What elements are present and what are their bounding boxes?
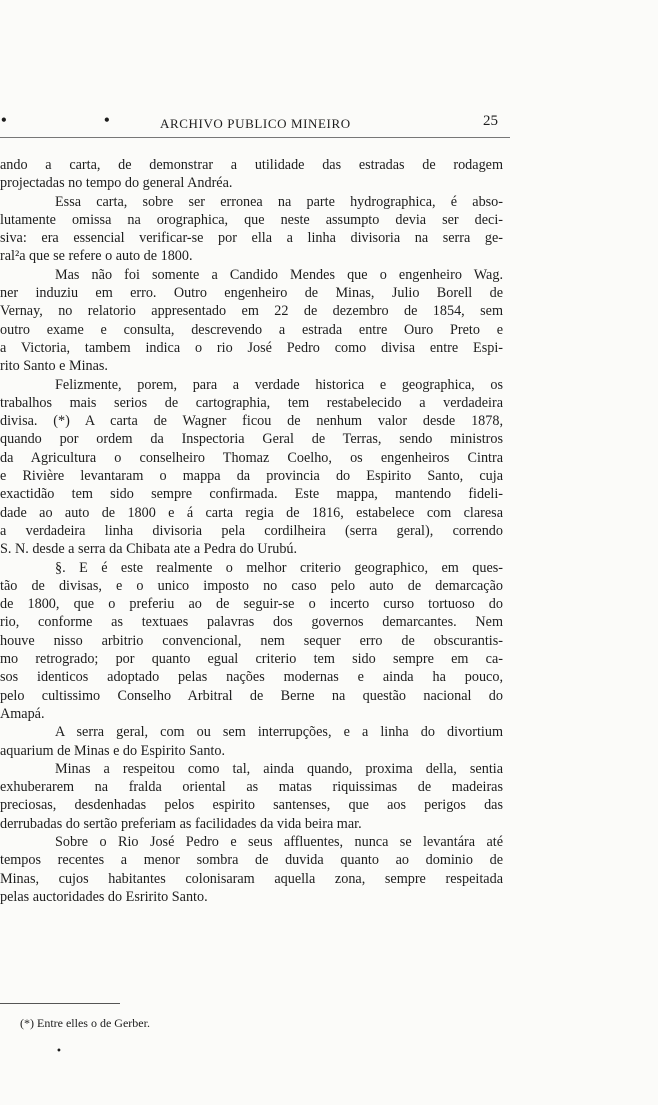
text-line: houve nisso arbitrio convencional, nem sequer erro de obscurantis- xyxy=(0,632,503,649)
text-line: Felizmente, porem, para a verdade historica e geographica, os xyxy=(55,376,503,393)
paragraph xyxy=(0,723,503,760)
text-line: Vernay, no relatorio appresentado em 22 de dezembro de 1854, sem xyxy=(0,303,503,320)
text-line: Sobre o Rio José Pedro e seus affluentes, nunca se levantára até xyxy=(55,833,503,850)
text-line: trabalhos mais serios de cartographia, tem restabelecido a verdadeira xyxy=(0,394,503,411)
paragraph xyxy=(0,760,503,833)
text-line: tempos recentes a menor sombra de duvida quanto ao dominio de xyxy=(0,852,503,869)
text-line: sos identicos adoptado pelas nações modernas e ainda ha pouco, xyxy=(0,669,503,686)
paragraph xyxy=(0,833,503,906)
page-number: 25 xyxy=(483,113,498,129)
footnote: (*) Entre elles o de Gerber. xyxy=(20,1016,150,1030)
text-line: e Rivière levantaram o mappa da provincia do Espirito Santo, cuja xyxy=(0,468,503,485)
text-line: A serra geral, com ou sem interrupções, e a linha do divortium xyxy=(55,724,503,741)
text-line: aquarium de Minas e do Espirito Santo. xyxy=(0,742,225,759)
text-line: mo retrogrado; por quanto egual criterio tem sido sempre em ca- xyxy=(0,651,503,668)
text-line: preciosas, desdenhadas pelos espirito santenses, que aos perigos das xyxy=(0,797,503,814)
body-text xyxy=(0,156,503,906)
text-line: outro exame e consulta, descrevendo a estrada entre Ouro Preto e xyxy=(0,321,503,338)
text-line: ner induziu em erro. Outro engenheiro de Minas, Julio Borell de xyxy=(0,285,503,302)
text-line: exactidão tem sido sempre confirmada. Este mappa, mantendo fideli- xyxy=(0,486,503,503)
text-line: pelo cultissimo Conselho Arbitral de Berne na questão nacional do xyxy=(0,687,503,704)
paragraph xyxy=(0,376,503,559)
text-line: da Agricultura o conselheiro Thomaz Coelho, os engenheiros Cintra xyxy=(0,449,503,466)
text-line: de 1800, que o preferiu ao de seguir-se o incerto curso tortuoso do xyxy=(0,596,503,613)
text-line: dade ao auto de 1800 e á carta regia de 1816, estabelece com claresa xyxy=(0,504,503,521)
text-line: §. E é este realmente o melhor criterio geographico, em ques- xyxy=(55,559,503,576)
text-line: Amapá. xyxy=(0,705,45,722)
text-line: a verdadeira linha divisoria pela cordilheira (serra geral), correndo xyxy=(0,522,503,539)
text-line: rio, conforme as textuaes palavras dos governos demarcantes. Nem xyxy=(0,614,503,631)
text-line: pelas auctoridades do Esririto Santo. xyxy=(0,888,208,905)
running-header xyxy=(0,113,510,135)
header-left-mark: • xyxy=(0,113,8,127)
paragraph xyxy=(0,193,503,266)
text-line: tão de divisas, e o unico imposto no caso pelo auto de demarcação xyxy=(0,577,503,594)
text-line: derrubadas do sertão preferiam as facilidades da vida beira mar. xyxy=(0,815,362,832)
paragraph xyxy=(0,559,503,724)
text-line: Essa carta, sobre ser erronea na parte hydrographica, é abso- xyxy=(55,193,503,210)
bottom-mark: • xyxy=(56,1046,62,1057)
text-line: a Victoria, tambem indica o rio José Pedro como divisa entre Espi- xyxy=(0,339,503,356)
text-line: ando a carta, de demonstrar a utilidade das estradas de rodagem xyxy=(0,157,503,173)
text-line: quando por ordem da Inspectoria Geral de Terras, sendo ministros xyxy=(0,431,503,448)
text-line: Mas não foi somente a Candido Mendes que o engenheiro Wag. xyxy=(55,266,503,283)
text-line: siva: era essencial verificar-se por ella a linha divisoria na serra ge- xyxy=(0,230,503,247)
footnote-rule xyxy=(0,1003,120,1004)
text-line: divisa. (*) A carta de Wagner ficou de nenhum valor desde 1878, xyxy=(0,413,503,430)
text-line: lutamente omissa na orographica, que neste assumpto devia ser deci- xyxy=(0,211,503,228)
text-line: ral²a que se refere o auto de 1800. xyxy=(0,248,193,265)
text-line: Minas, cujos habitantes colonisaram aquella zona, sempre respeitada xyxy=(0,870,503,887)
text-line: rito Santo e Minas. xyxy=(0,358,108,375)
text-line: projectadas no tempo do general Andréa. xyxy=(0,175,233,192)
header-mid-mark: • xyxy=(103,113,111,127)
paragraph xyxy=(0,266,503,376)
text-line: S. N. desde a serra da Chibata ate a Pedra do Urubú. xyxy=(0,541,298,558)
paragraph xyxy=(0,156,503,193)
text-line: Minas a respeitou como tal, ainda quando, proxima della, sentia xyxy=(55,760,503,777)
text-line: exhuberarem na fralda oriental as matas riquissimas de madeiras xyxy=(0,779,503,796)
header-title: ARCHIVO PUBLICO MINEIRO xyxy=(160,116,351,131)
header-rule xyxy=(0,137,510,138)
